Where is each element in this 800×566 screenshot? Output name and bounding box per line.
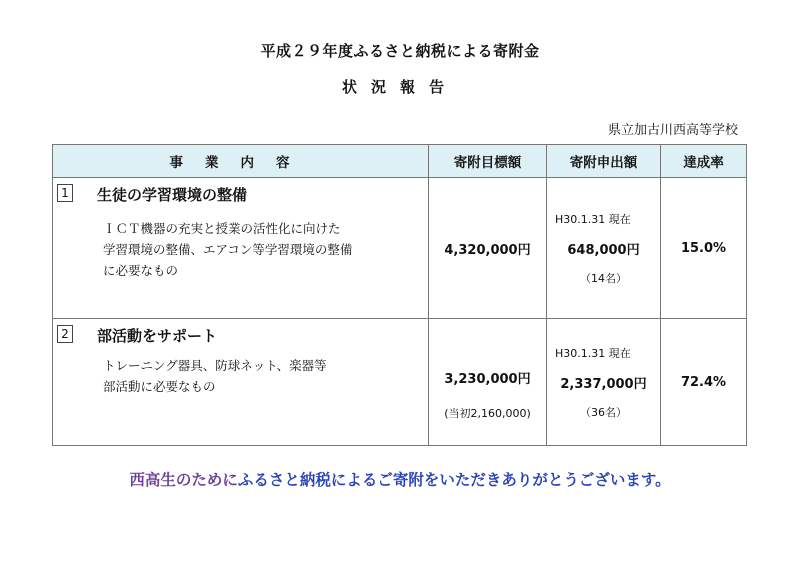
table-row	[53, 178, 747, 319]
pledged-amount: 648,000円	[567, 242, 640, 258]
thank-you-message	[0, 468, 800, 490]
pledged-cell	[547, 178, 661, 319]
target-amount: 4,320,000円	[444, 242, 531, 258]
header-rate: 達成率	[661, 145, 747, 178]
achievement-rate: 72.4%	[661, 319, 747, 446]
item-number: 2	[57, 325, 73, 343]
table-row	[53, 319, 747, 446]
target-cell	[429, 178, 547, 319]
header-target: 寄附目標額	[429, 145, 547, 178]
header-item: 事業内容	[53, 145, 429, 178]
item-cell	[53, 319, 429, 446]
document-title: 平成２９年度ふるさと納税による寄附金	[260, 42, 540, 60]
thank-you-part1: 西高生のために	[129, 471, 238, 489]
header-pledged: 寄附申出額	[547, 145, 661, 178]
item-description	[103, 218, 352, 281]
item-cell	[53, 178, 429, 319]
thank-you-part2: ふるさと納税によるご寄附をいただきありがとうございます。	[237, 471, 671, 489]
school-name: 県立加古川西高等学校	[607, 123, 738, 138]
document-subtitle: 状況報告	[341, 78, 458, 96]
item-title: 生徒の学習環境の整備	[97, 186, 248, 204]
as-of-date: H30.1.31 現在	[555, 346, 631, 360]
description-line: に必要なもの	[103, 263, 179, 278]
donation-table	[52, 144, 747, 446]
description-line: 学習環境の整備、エアコン等学習環境の整備	[103, 242, 353, 257]
item-description	[103, 355, 327, 397]
table-header-row	[53, 145, 747, 178]
donor-count: （14名）	[580, 271, 627, 285]
initial-target-note: (当初2,160,000)	[444, 406, 531, 420]
pledged-cell	[547, 319, 661, 446]
description-line: 部活動に必要なもの	[103, 379, 216, 394]
description-line: ＩＣＴ機器の充実と授業の活性化に向けた	[103, 221, 341, 236]
item-title: 部活動をサポート	[97, 327, 218, 345]
pledged-amount: 2,337,000円	[560, 376, 647, 392]
achievement-rate: 15.0%	[661, 178, 747, 319]
donor-count: （36名）	[580, 405, 627, 419]
target-amount: 3,230,000円	[444, 371, 531, 387]
target-cell	[429, 319, 547, 446]
as-of-date: H30.1.31 現在	[555, 212, 631, 226]
item-number: 1	[57, 184, 73, 202]
description-line: トレーニング器具、防球ネット、楽器等	[103, 358, 327, 373]
